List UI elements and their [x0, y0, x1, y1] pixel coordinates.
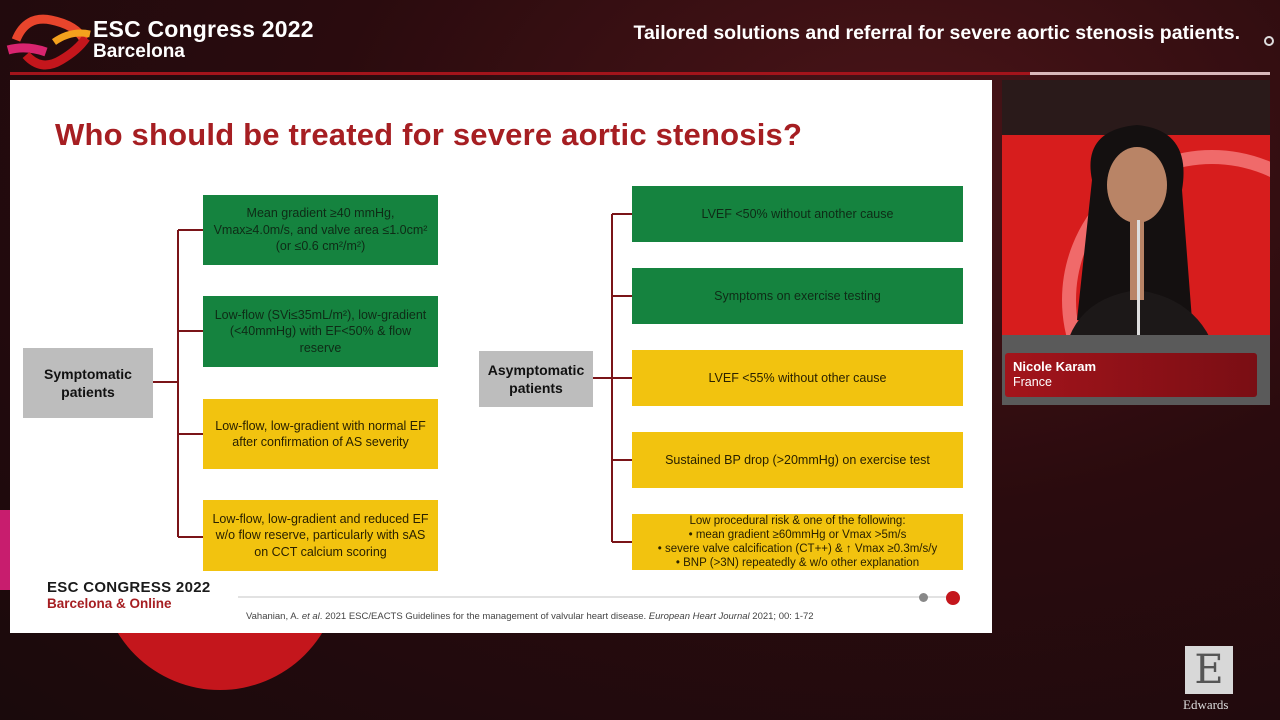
risk-item: • BNP (>3N) repeatedly & w/o other explanation: [675, 557, 920, 569]
symptomatic-criterion: Mean gradient ≥40 mmHg, Vmax≥4.0m/s, and valve area ≤1.0cm² (or ≤0.6 cm²/m²): [203, 195, 438, 265]
esc-heart-logo-icon: [6, 10, 92, 72]
slide-progress-track: [238, 596, 954, 598]
symptomatic-criterion: Low-flow, low-gradient with normal EF after confirmation of AS severity: [203, 399, 438, 469]
risk-item: • mean gradient ≥60mmHg or Vmax >5m/s: [688, 529, 907, 541]
broadcast-header: [0, 0, 1280, 75]
header-dot-icon: [1264, 36, 1274, 46]
edwards-logo-icon: E: [1185, 646, 1233, 694]
slide-footer-congress: ESC CONGRESS 2022: [47, 579, 211, 596]
congress-city: Barcelona: [93, 41, 185, 62]
header-divider-highlight: [1030, 72, 1270, 75]
asymptomatic-criterion: Sustained BP drop (>20mmHg) on exercise test: [632, 432, 963, 488]
progress-dot-icon: [919, 593, 928, 602]
slide-footer-city: Barcelona & Online: [47, 596, 172, 611]
asymptomatic-category: Asymptomatic patients: [479, 351, 593, 407]
asymptomatic-criterion: LVEF <50% without another cause: [632, 186, 963, 242]
session-title: Tailored solutions and referral for severe aortic stenosis patients.: [633, 22, 1240, 44]
speaker-name: Nicole Karam: [1013, 359, 1097, 374]
asymptomatic-criterion: LVEF <55% without other cause: [632, 350, 963, 406]
progress-current-dot-icon: [946, 591, 960, 605]
congress-title: ESC Congress 2022: [93, 16, 314, 42]
sponsor-name: Edwards: [1183, 697, 1229, 712]
presentation-slide: [10, 80, 992, 633]
asymptomatic-criterion-risk: [632, 514, 963, 570]
speaker-country: France: [1013, 375, 1052, 389]
symptomatic-criterion: Low-flow (SVi≤35mL/m²), low-gradient (<40mmHg) with EF<50% & flow reserve: [203, 296, 438, 367]
risk-heading: Low procedural risk & one of the following:: [689, 515, 906, 527]
microphone-icon: [1137, 220, 1140, 340]
symptomatic-criterion: Low-flow, low-gradient and reduced EF w/o flow reserve, particularly with sAS on CCT calcium scoring: [203, 500, 438, 571]
risk-item: • severe valve calcification (CT++) & ↑ Vmax ≥0.3m/s/y: [657, 543, 938, 555]
slide-title: Who should be treated for severe aortic stenosis?: [55, 117, 803, 152]
asymptomatic-criterion: Symptoms on exercise testing: [632, 268, 963, 324]
background-accent-bar: [0, 510, 10, 590]
symptomatic-category: Symptomatic patients: [23, 348, 153, 418]
slide-citation: Vahanian, A. et al. 2021 ESC/EACTS Guidelines for the management of valvular heart disease. European Heart Journal 2021; 00: 1-72: [246, 611, 814, 622]
